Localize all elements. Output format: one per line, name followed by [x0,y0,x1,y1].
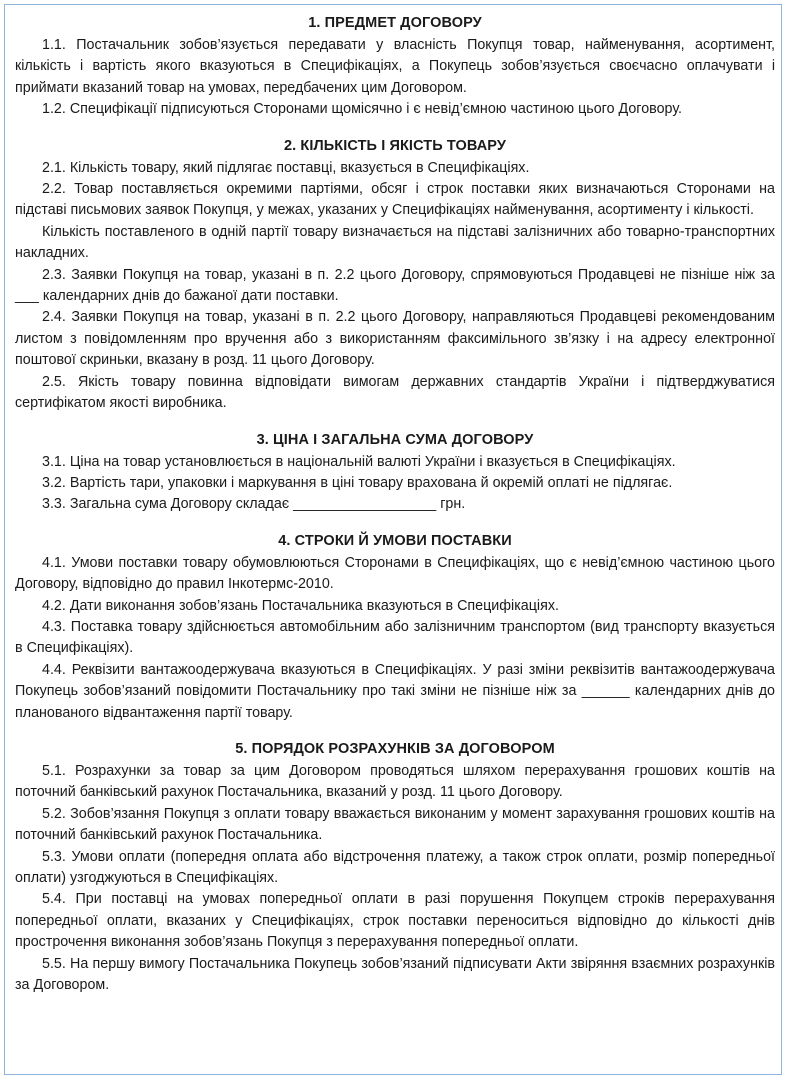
clause-1-1: 1.1. Постачальник зобов’язується передавати у власність Покупця товар, найменування, асортимент, кількість і вартість якого вказуються в Специфікаціях, а Покупець зобов’язується своєчасно оплачувати і приймати вказаний товар на умовах, передбачених цим Договором. [15,37,775,96]
section-heading: 3. ЦІНА І ЗАГАЛЬНА СУМА ДОГОВОРУ [256,431,534,448]
clause-5-1: 5.1. Розрахунки за товар за цим Договором проводяться шляхом перерахування грошових коштів на поточний банківський рахунок Постачальника, вказаний у розд. 11 цього Договору. [15,762,775,801]
section-heading: 2. КІЛЬКІСТЬ І ЯКІСТЬ ТОВАРУ [284,137,506,154]
clause-3-2: 3.2. Вартість тари, упаковки і маркування в ціні товару врахована й окремій оплаті не підлягає. [42,474,673,491]
section-subject [15,13,775,121]
clause-2-3: 2.3. Заявки Покупця на товар, указані в п. 2.2 цього Договору, спрямовуються Продавцеві не пізніше ніж за ___ календарних днів до бажаної дати поставки. [15,266,775,305]
clause-4-1: 4.1. Умови поставки товару обумовлюються Сторонами в Специфікаціях, що є невід’ємною частиною цього Договору, відповідно до правил Інкотермс-2010. [15,554,775,593]
section-heading: 4. СТРОКИ Й УМОВИ ПОСТАВКИ [278,532,512,549]
clause-3-1: 3.1. Ціна на товар установлюється в національній валюті України і вказується в Специфікаціях. [42,453,676,470]
clause-4-4: 4.4. Реквізити вантажоодержувача вказуються в Специфікаціях. У разі зміни реквізитів вантажоодержувача Покупець зобов’язаний повідомити Постачальнику про такі зміни не пізніше ніж за ______ календарних днів до планованого відвантаження партії товару. [15,661,775,721]
clause-5-4: 5.4. При поставці на умовах попередньої оплати в разі порушення Покупцем строків перерахування попередньої оплати, вказаних у Специфікаціях, строк поставки переноситься відповідно до кількості днів прострочення виконання зобов’язань Покупця з перерахування попередньої оплати. [15,891,775,951]
section-price [15,430,775,516]
clause-1-2: 1.2. Специфікації підписуються Сторонами щомісячно і є невід’ємною частиною цього Договору. [42,101,683,118]
clause-2-4: 2.4. Заявки Покупця на товар, указані в п. 2.2 цього Договору, направляються Продавцеві рекомендованим листом з повідомленням про вручення або з використанням факсимільного зв’язку і на адресу електронної поштової скриньки, вказану в розд. 11 цього Договору. [15,309,775,369]
document-page [4,4,782,1075]
clause-4-2: 4.2. Дати виконання зобов’язань Постачальника вказуються в Специфікаціях. [42,597,559,614]
section-heading: 1. ПРЕДМЕТ ДОГОВОРУ [308,15,482,31]
clause-2-1: 2.1. Кількість товару, який підлягає поставці, вказується в Специфікаціях. [42,159,530,176]
clause-5-3: 5.3. Умови оплати (попередня оплата або відстрочення платежу, а також строк оплати, розмір попередньої оплати) узгоджуються в Специфікаціях. [15,848,775,886]
section-payments [15,739,775,996]
document-body [15,13,775,1011]
section-quantity-quality [15,136,775,415]
clause-4-3: 4.3. Поставка товару здійснюється автомобільним або залізничним транспортом (вид транспорту вказується в Специфікаціях). [15,618,775,657]
clause-2-5: 2.5. Якість товару повинна відповідати вимогам державних стандартів України і підтверджуватися сертифікатом якості виробника. [15,373,775,412]
section-delivery-terms [15,531,775,724]
clause-2-2-note: Кількість поставленого в одній партії товару визначається на підставі залізничних або товарно-транспортних накладних. [15,223,775,262]
clause-3-3: 3.3. Загальна сума Договору складає __________________ грн. [42,496,466,513]
clause-5-5: 5.5. На першу вимогу Постачальника Покупець зобов’язаний підписувати Акти звіряння взаємних розрахунків за Договором. [15,955,775,994]
section-heading: 5. ПОРЯДОК РОЗРАХУНКІВ ЗА ДОГОВОРОМ [235,740,555,757]
clause-2-2: 2.2. Товар поставляється окремими партіями, обсяг і строк поставки яких визначаються Сторонами на підставі письмових заявок Покупця, у межах, указаних у Специфікаціях найменування, асортименту і кількості. [15,181,775,219]
clause-5-2: 5.2. Зобов’язання Покупця з оплати товару вважається виконаним у момент зарахування грошових коштів на поточний банківський рахунок Постачальника. [15,805,775,844]
